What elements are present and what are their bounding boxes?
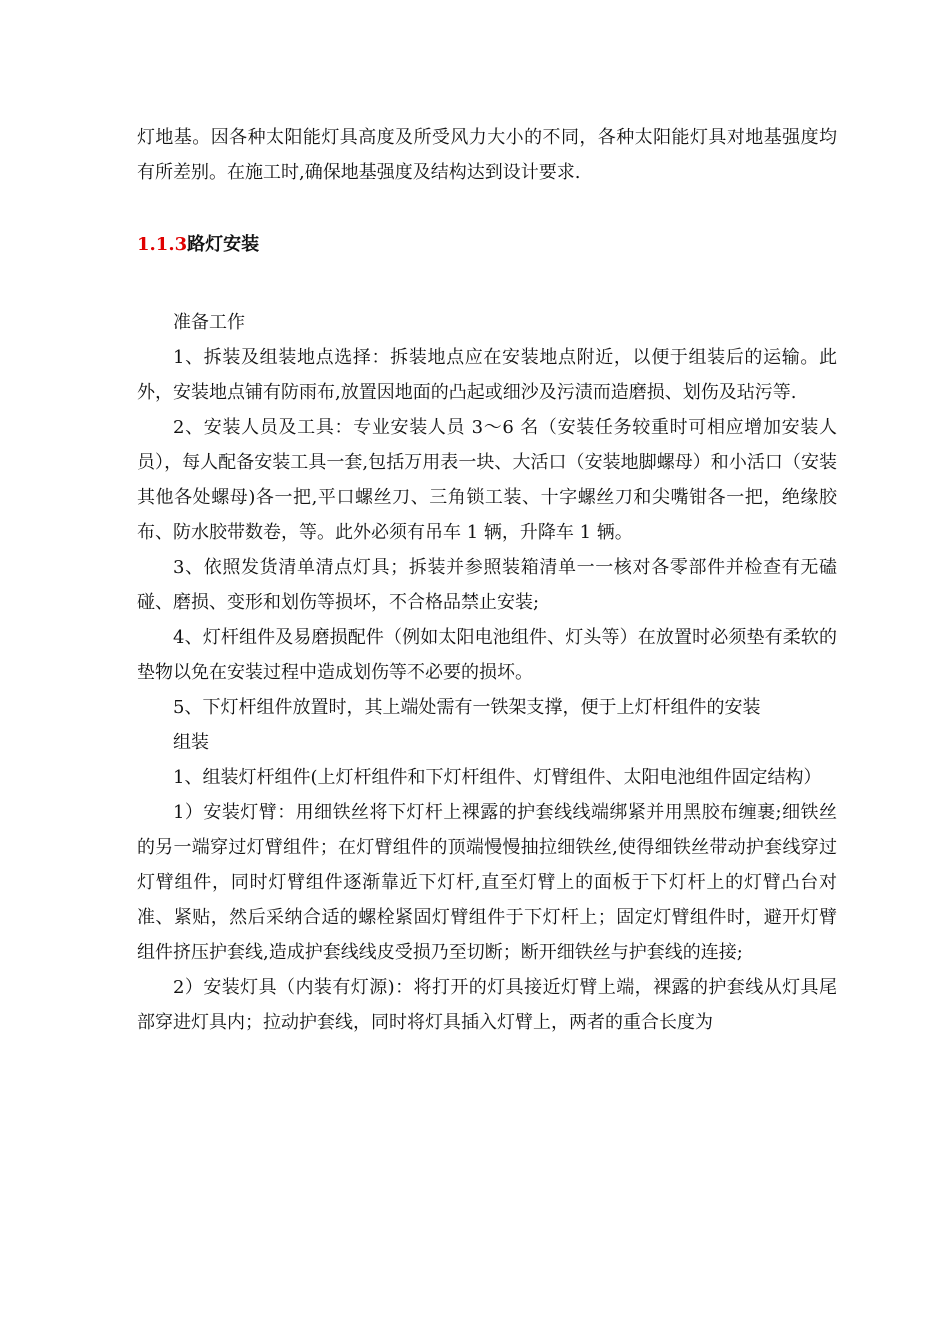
section-title: 路灯安装 xyxy=(187,234,260,255)
paragraph-install-lamp: 2）安装灯具（内装有灯源)：将打开的灯具接近灯臂上端，裸露的护套线从灯具尾部穿进灯具内；拉动护套线，同时将灯具插入灯臂上，两者的重合长度为 xyxy=(137,977,837,1033)
paragraph-foundation: 灯地基。因各种太阳能灯具高度及所受风力大小的不同，各种太阳能灯具对地基强度均有所差别。在施工时,确保地基强度及结构达到设计要求. xyxy=(137,127,837,183)
section-heading xyxy=(137,227,837,262)
paragraph-item-3: 3、依照发货清单清点灯具；拆装并参照装箱清单一一核对各零部件并检查有无磕碰、磨损、变形和划伤等损坏，不合格品禁止安装; xyxy=(137,557,837,613)
paragraph-item-2: 2、安装人员及工具：专业安装人员 3～6 名（安装任务较重时可相应增加安装人员），每人配备安装工具一套,包括万用表一块、大活口（安装地脚螺母）和小活口（安装其他各处螺母)各一把,平口螺丝刀、三角锁工装、十字螺丝刀和尖嘴钳各一把，绝缘胶布、防水胶带数卷，等。此外必须有吊车 1 辆，升降车 1 辆。 xyxy=(137,417,837,543)
paragraph-item-5: 5、下灯杆组件放置时，其上端处需有一铁架支撑，便于上灯杆组件的安装 xyxy=(173,697,761,718)
document-body xyxy=(137,120,837,1040)
paragraph-assembly-1: 1、组装灯杆组件(上灯杆组件和下灯杆组件、灯臂组件、太阳电池组件固定结构） xyxy=(173,767,822,788)
paragraph-item-1: 1、拆装及组装地点选择：拆装地点应在安装地点附近，以便于组装后的运输。此外，安装地点铺有防雨布,放置因地面的凸起或细沙及污渍而造磨损、划伤及玷污等. xyxy=(137,347,837,403)
paragraph-item-4: 4、灯杆组件及易磨损配件（例如太阳电池组件、灯头等）在放置时必须垫有柔软的垫物以免在安装过程中造成划伤等不必要的损坏。 xyxy=(137,627,837,683)
subheading-preparation: 准备工作 xyxy=(173,312,245,333)
subheading-assembly: 组装 xyxy=(173,732,209,753)
section-number: 1.1.3 xyxy=(137,234,188,255)
paragraph-install-arm: 1）安装灯臂：用细铁丝将下灯杆上裸露的护套线线端绑紧并用黑胶布缠裹;细铁丝的另一端穿过灯臂组件；在灯臂组件的顶端慢慢抽拉细铁丝,使得细铁丝带动护套线穿过灯臂组件，同时灯臂组件逐渐靠近下灯杆,直至灯臂上的面板于下灯杆上的灯臂凸台对准、紧贴，然后采纳合适的螺栓紧固灯臂组件于下灯杆上；固定灯臂组件时，避开灯臂组件挤压护套线,造成护套线线皮受损乃至切断；断开细铁丝与护套线的连接; xyxy=(137,802,837,963)
